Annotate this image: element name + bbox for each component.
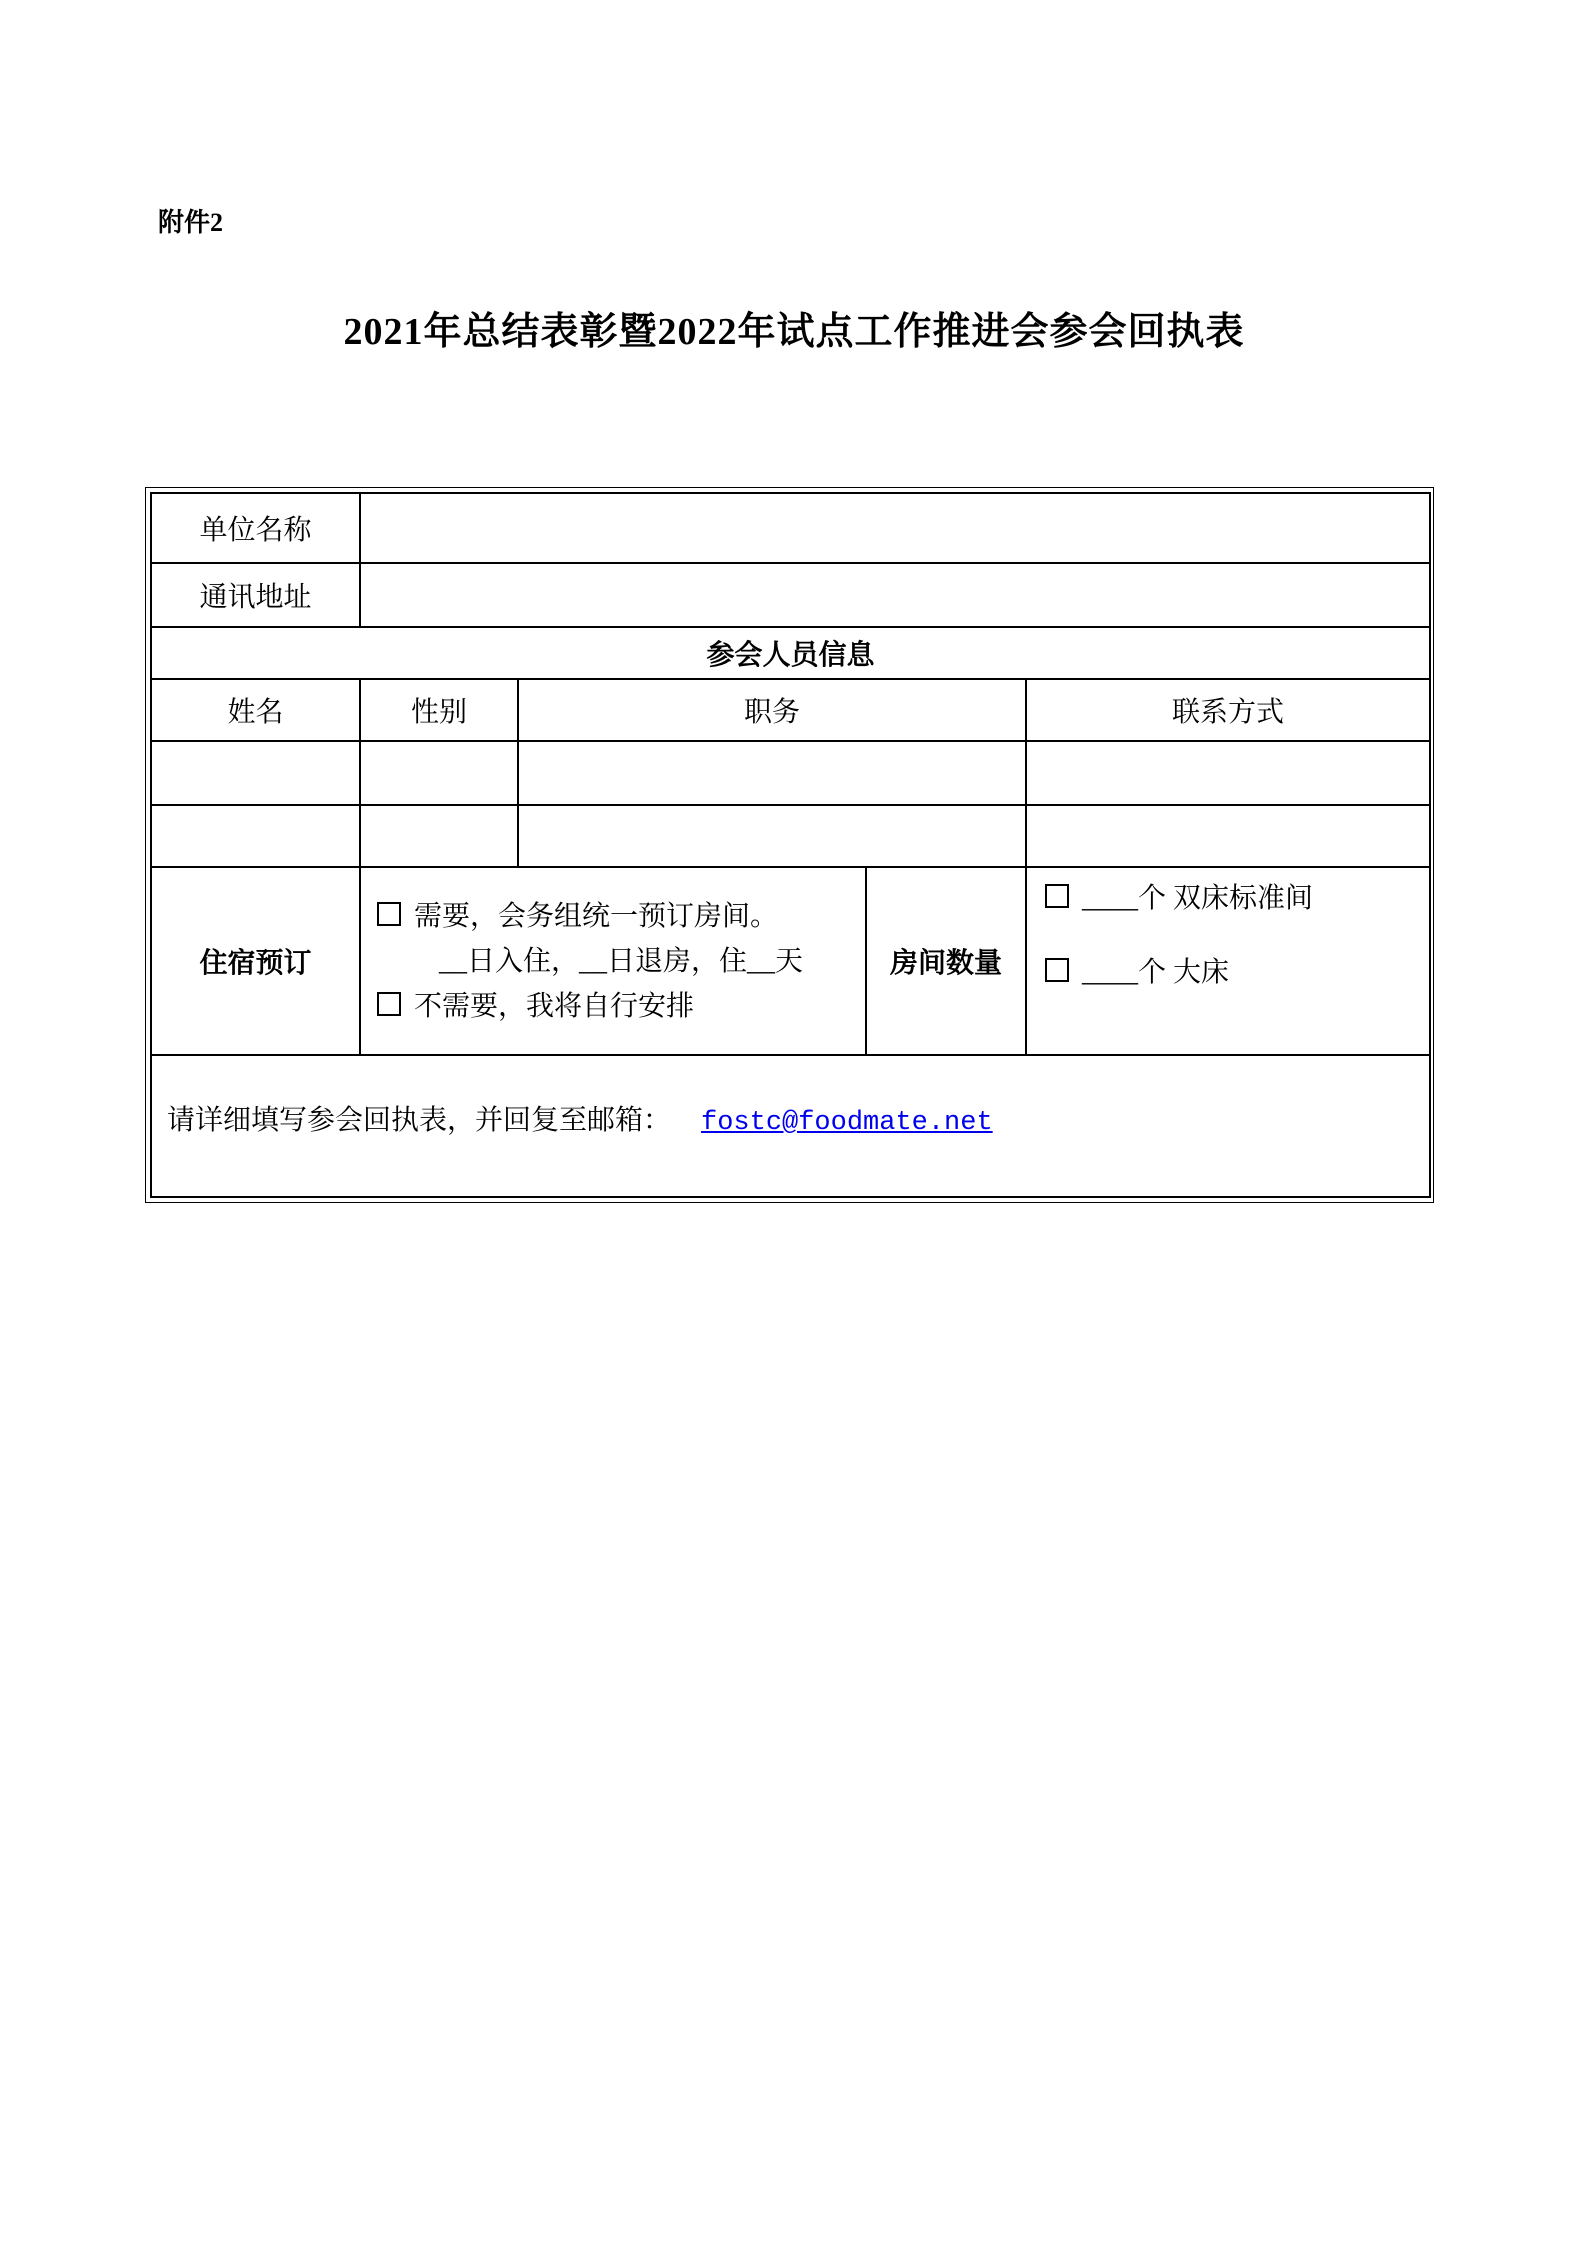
- attendee-row: [151, 741, 1430, 805]
- header-position: 职务: [518, 679, 1026, 741]
- attendee-name-field[interactable]: [151, 805, 360, 867]
- bed-option-twin[interactable]: [1045, 882, 1429, 916]
- room-quantity-label: 房间数量: [866, 867, 1026, 1055]
- attendee-position-field[interactable]: [518, 805, 1026, 867]
- unit-name-row: [151, 493, 1430, 563]
- accommodation-row: [151, 867, 1430, 1055]
- unit-name-field[interactable]: [360, 493, 1430, 563]
- address-label: 通讯地址: [151, 563, 360, 627]
- attendee-header-row: [151, 679, 1430, 741]
- option-need-detail[interactable]: __日入住，__日退房，住__天: [439, 945, 804, 977]
- option-need[interactable]: [377, 894, 865, 939]
- unit-name-label: 单位名称: [151, 493, 360, 563]
- note-row: [151, 1055, 1430, 1197]
- checkbox-empty-icon[interactable]: [377, 902, 401, 926]
- attachment-label: 附件2: [158, 208, 224, 237]
- attendee-name-field[interactable]: [151, 741, 360, 805]
- bed-twin-label: ____个 双床标准间: [1082, 883, 1314, 914]
- accommodation-label: 住宿预订: [151, 867, 360, 1055]
- bed-option-king[interactable]: [1045, 956, 1429, 990]
- email-link[interactable]: fostc@foodmate.net: [701, 1108, 993, 1138]
- attendee-gender-field[interactable]: [360, 741, 518, 805]
- checkbox-empty-icon[interactable]: [377, 992, 401, 1016]
- option-no-need[interactable]: [377, 984, 865, 1029]
- note-cell: [151, 1055, 1430, 1197]
- attendee-contact-field[interactable]: [1026, 741, 1430, 805]
- checkbox-empty-icon[interactable]: [1045, 958, 1069, 982]
- attendee-section-title: 参会人员信息: [151, 627, 1430, 679]
- attendee-gender-field[interactable]: [360, 805, 518, 867]
- header-contact: 联系方式: [1026, 679, 1430, 741]
- accommodation-options: [360, 867, 866, 1055]
- attendee-position-field[interactable]: [518, 741, 1026, 805]
- attendee-contact-field[interactable]: [1026, 805, 1430, 867]
- reply-form-table: [145, 487, 1434, 1203]
- attendee-row: [151, 805, 1430, 867]
- header-gender: 性别: [360, 679, 518, 741]
- note-text: 请详细填写参会回执表，并回复至邮箱：: [167, 1105, 672, 1136]
- option-need-label: 需要，会务组统一预订房间。: [414, 900, 779, 932]
- header-name: 姓名: [151, 679, 360, 741]
- address-field[interactable]: [360, 563, 1430, 627]
- bed-king-label: ____个 大床: [1082, 957, 1230, 988]
- checkbox-empty-icon[interactable]: [1045, 884, 1069, 908]
- address-row: [151, 563, 1430, 627]
- attendee-section-row: [151, 627, 1430, 679]
- bed-options: [1026, 867, 1430, 1055]
- reply-form-grid: [150, 492, 1431, 1198]
- option-no-need-label: 不需要，我将自行安排: [414, 990, 695, 1022]
- page-title: 2021年总结表彰暨2022年试点工作推进会参会回执表: [343, 311, 1245, 353]
